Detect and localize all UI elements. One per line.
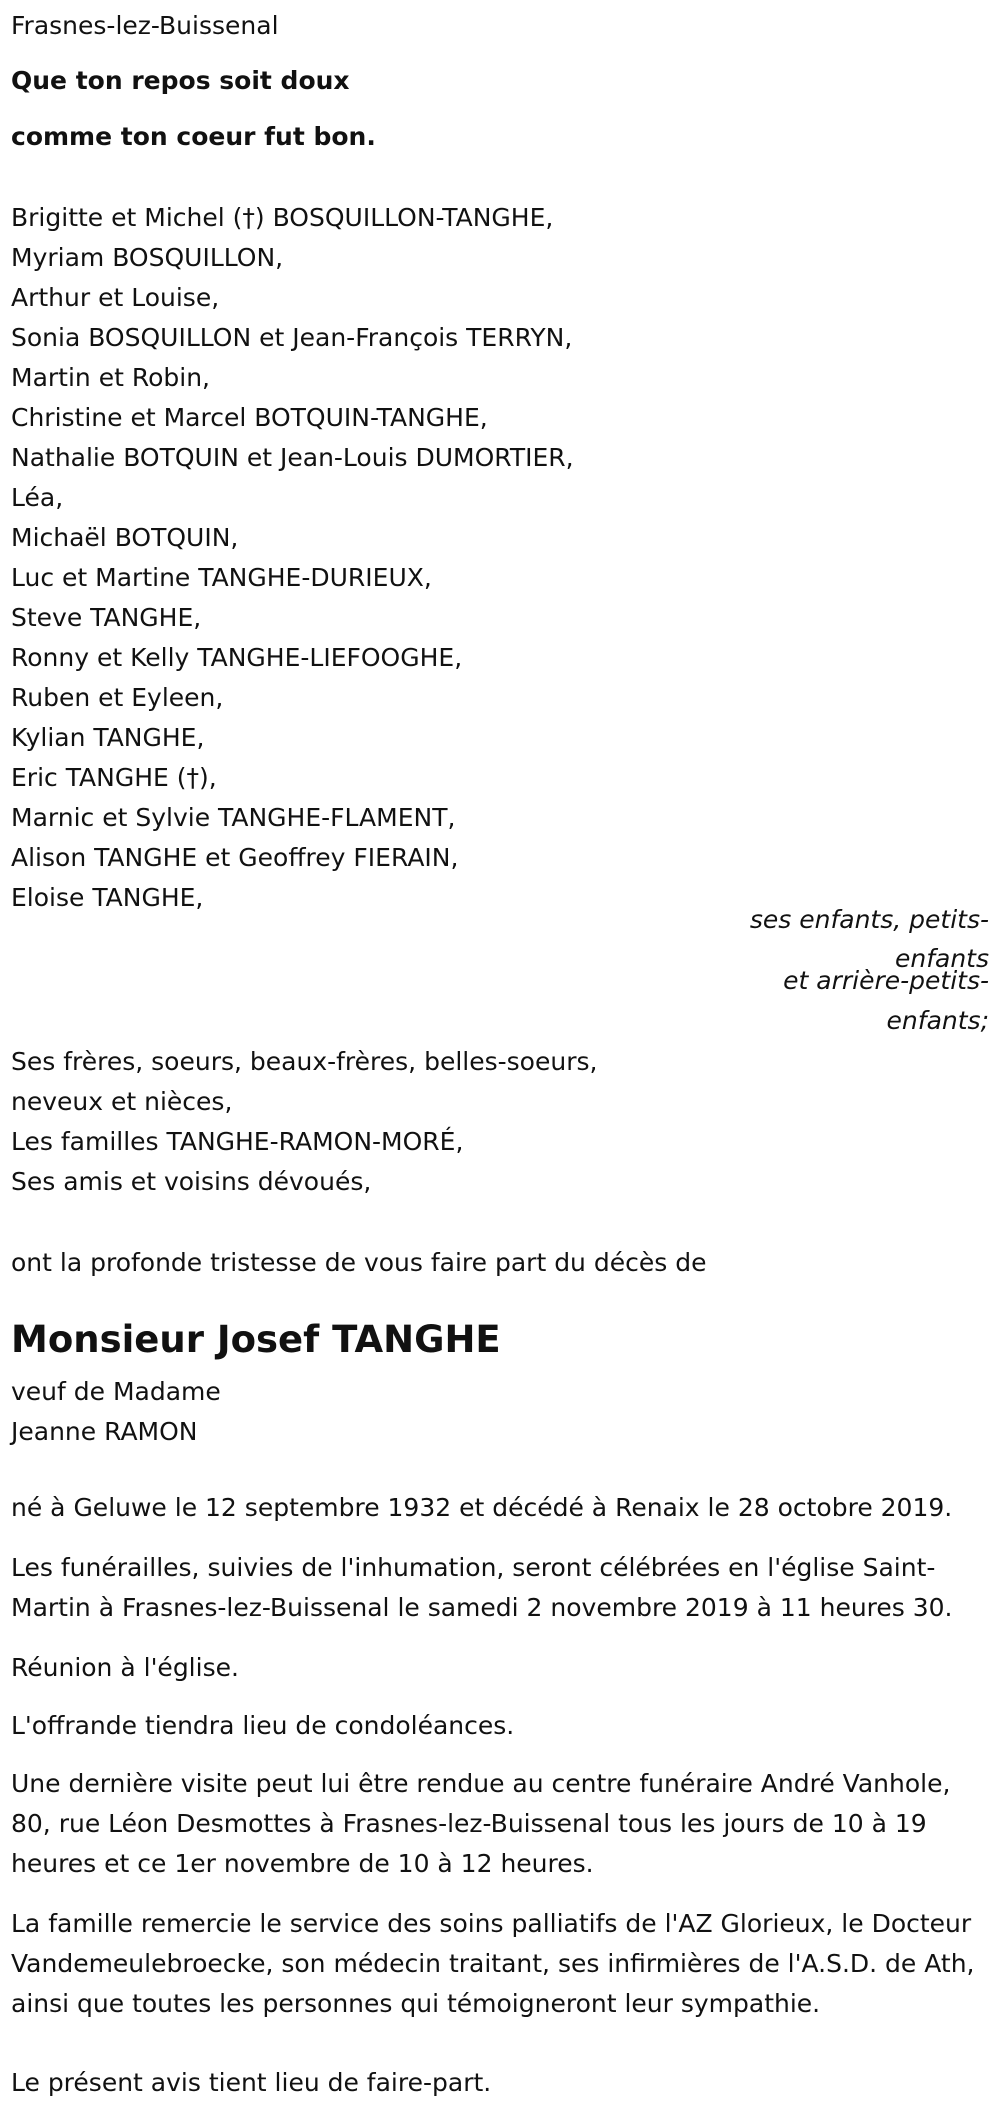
widow-line-1: veuf de Madame <box>11 1377 221 1406</box>
family-member: Ruben et Eyleen, <box>11 683 224 712</box>
family-member: Christine et Marcel BOTQUIN-TANGHE, <box>11 403 488 432</box>
family-member: Michaël BOTQUIN, <box>11 523 239 552</box>
offering-paragraph: L'offrande tiendra lieu de condoléances. <box>11 1711 515 1740</box>
relation-line-1: ses enfants, petits- <box>749 905 989 934</box>
deceased-name: Monsieur Josef TANGHE <box>11 1318 501 1361</box>
widow-line-2: Jeanne RAMON <box>11 1417 198 1446</box>
relative-line: neveux et nièces, <box>11 1087 233 1116</box>
meeting-paragraph: Réunion à l'église. <box>11 1653 239 1682</box>
relation-line-3: et arrière-petits- <box>783 966 989 995</box>
widow-of <box>11 1372 221 1452</box>
town-name: Frasnes-lez-Buissenal <box>11 11 279 40</box>
family-member: Léa, <box>11 483 64 512</box>
family-member: Sonia BOSQUILLON et Jean-François TERRYN, <box>11 323 573 352</box>
birth-death-paragraph: né à Geluwe le 12 septembre 1932 et décédé à Renaix le 28 octobre 2019. <box>11 1493 953 1522</box>
family-member: Myriam BOSQUILLON, <box>11 243 284 272</box>
family-member: Kylian TANGHE, <box>11 723 205 752</box>
family-member: Eric TANGHE (†), <box>11 763 217 792</box>
family-member: Eloise TANGHE, <box>11 883 204 912</box>
relative-line: Ses frères, soeurs, beaux-frères, belles-soeurs, <box>11 1047 598 1076</box>
family-member: Marnic et Sylvie TANGHE-FLAMENT, <box>11 803 456 832</box>
family-member: Nathalie BOTQUIN et Jean-Louis DUMORTIER, <box>11 443 574 472</box>
notice-paragraph: Le présent avis tient lieu de faire-part. <box>11 2068 492 2097</box>
quote-line-2: comme ton coeur fut bon. <box>11 122 376 151</box>
thanks-paragraph: La famille remercie le service des soins palliatifs de l'AZ Glorieux, le Docteur Vandemeulebroecke, son médecin traitant, ses infirmières de l'A.S.D. de Ath, ainsi que toutes les personnes qui témoigneront leur sympathie. <box>11 1909 975 2018</box>
family-member: Steve TANGHE, <box>11 603 202 632</box>
visit-paragraph: Une dernière visite peut lui être rendue au centre funéraire André Vanhole, 80, rue Léon Desmottes à Frasnes-lez-Buissenal tous les jours de 10 à 19 heures et ce 1er novembre de 10 à 12 heures. <box>11 1769 951 1878</box>
family-member: Martin et Robin, <box>11 363 210 392</box>
funeral-paragraph: Les funérailles, suivies de l'inhumation, seront célébrées en l'église Saint-Martin à Frasnes-lez-Buissenal le samedi 2 novembre 2019 à 11 heures 30. <box>11 1553 953 1622</box>
family-member: Alison TANGHE et Geoffrey FIERAIN, <box>11 843 459 872</box>
family-member: Luc et Martine TANGHE-DURIEUX, <box>11 563 432 592</box>
family-member: Brigitte et Michel (†) BOSQUILLON-TANGHE, <box>11 203 554 232</box>
other-relatives <box>11 1042 597 1202</box>
family-member: Ronny et Kelly TANGHE-LIEFOOGHE, <box>11 643 463 672</box>
relation-line-4: enfants; <box>886 1006 989 1035</box>
relation-line-2: enfants <box>894 944 989 973</box>
family-list <box>11 198 574 918</box>
relative-line: Ses amis et voisins dévoués, <box>11 1167 372 1196</box>
quote-line-1: Que ton repos soit doux <box>11 66 350 95</box>
relative-line: Les familles TANGHE-RAMON-MORÉ, <box>11 1127 464 1156</box>
announcement: ont la profonde tristesse de vous faire part du décès de <box>11 1248 707 1277</box>
family-member: Arthur et Louise, <box>11 283 220 312</box>
